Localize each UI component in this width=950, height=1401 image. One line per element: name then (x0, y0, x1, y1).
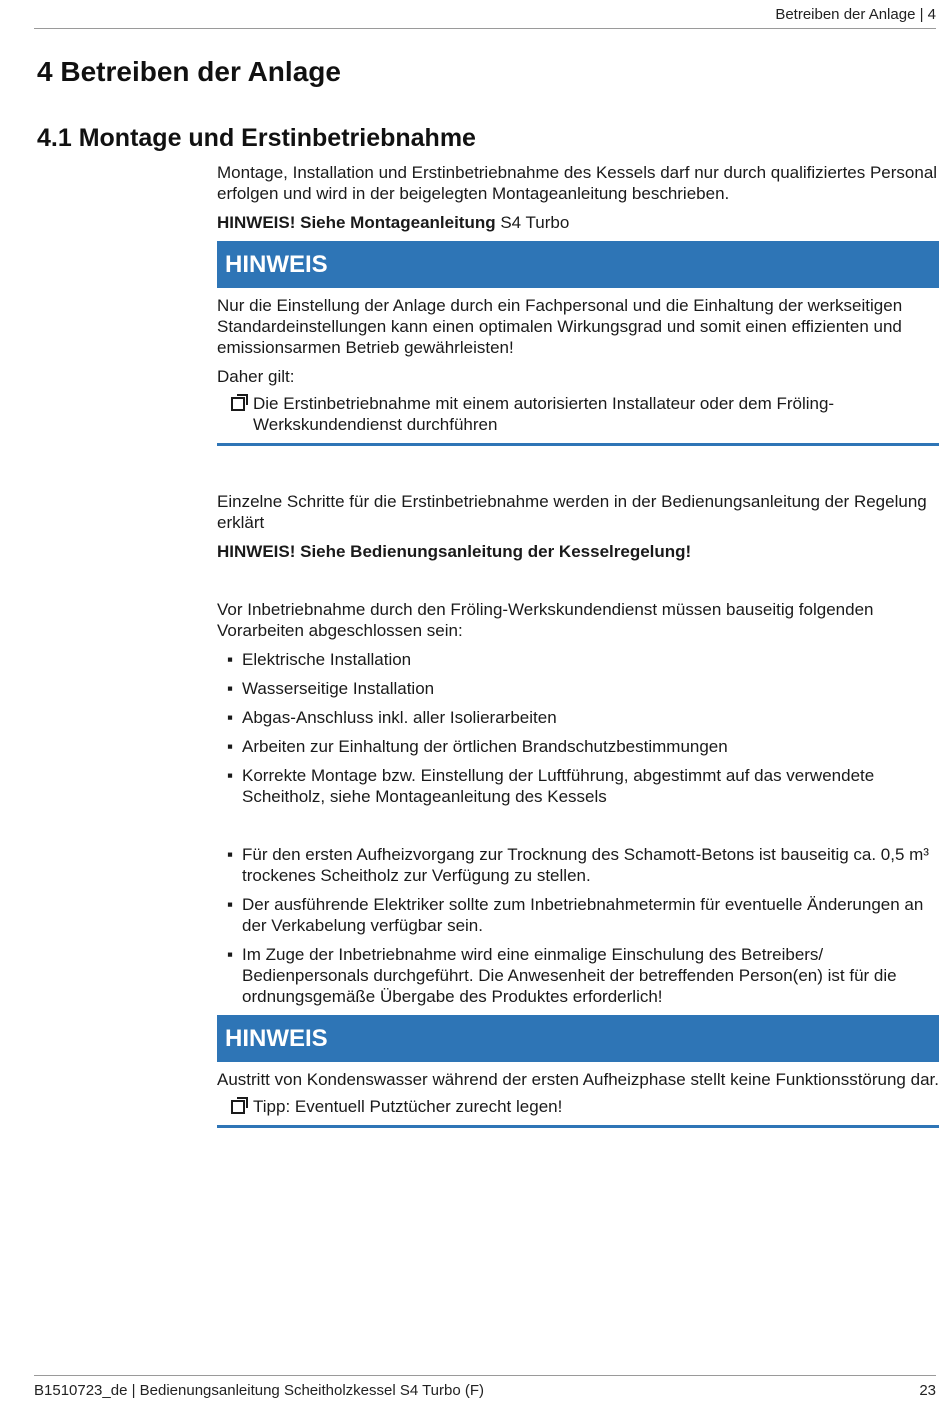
notice-check-text: Tipp: Eventuell Putztücher zurecht legen! (253, 1097, 563, 1116)
main-content (217, 162, 939, 1128)
notice-text: Nur die Einstellung der Anlage durch ein Fachpersonal und die Einhaltung der werkseitigen Standardeinstellungen kann einen optimalen Wirkungsgrad und somit einen effizienten und emissionsarmen Betrieb gewährleisten! (217, 296, 903, 357)
checkbox-icon (231, 1100, 245, 1114)
running-title: Betreiben der Anlage | 4 (775, 6, 936, 23)
prework-list (217, 649, 939, 807)
notice-check-text: Die Erstinbetriebnahme mit einem autorisierten Installateur oder dem Fröling-Werkskundendienst durchführen (253, 394, 835, 434)
list-item: ▪ Korrekte Montage bzw. Einstellung der Luftführung, abgestimmt auf das verwendete Scheitholz, siehe Montageanleitung des Kessels (217, 765, 939, 807)
checkbox-icon (231, 397, 245, 411)
hint-normal: S4 Turbo (495, 213, 570, 232)
hint-bold: HINWEIS! Siehe Montageanleitung (217, 213, 496, 232)
list-item: ▪ Wasserseitige Installation (217, 678, 939, 699)
square-bullet-icon: ▪ (227, 766, 234, 785)
notice-check-item (217, 393, 939, 435)
notice-heading: HINWEIS (217, 241, 939, 288)
footer-doc-title: B1510723_de | Bedienungsanleitung Scheitholzkessel S4 Turbo (F) (34, 1382, 485, 1399)
page-number: 23 (919, 1382, 936, 1399)
square-bullet-icon: ▪ (227, 945, 234, 964)
page-header (34, 6, 936, 29)
square-bullet-icon: ▪ (227, 845, 234, 864)
list-item: ▪ Arbeiten zur Einhaltung der örtlichen Brandschutzbestimmungen (217, 736, 939, 757)
notice-heading: HINWEIS (217, 1015, 939, 1062)
section-title: 4.1 Montage und Erstinbetriebnahme (37, 124, 476, 152)
chapter-title: 4 Betreiben der Anlage (37, 56, 341, 87)
notice-box-2 (217, 1015, 939, 1128)
square-bullet-icon: ▪ (227, 737, 234, 756)
prework-paragraph: Vor Inbetriebnahme durch den Fröling-Werkskundendienst müssen bauseitig folgenden Vorarbeiten abgeschlossen sein: (217, 600, 874, 640)
square-bullet-icon: ▪ (227, 679, 234, 698)
list-item: ▪ Im Zuge der Inbetriebnahme wird eine einmalige Einschulung des Betreibers/ Bedienpersonals durchgeführt. Die Anwesenheit der betreffenden Person(en) ist für die ordnungsgemäße Übergabe des Produktes erforderlich! (217, 944, 939, 1007)
notice-text: Austritt von Kondenswasser während der ersten Aufheizphase stellt keine Funktionsstörung dar. (217, 1070, 939, 1089)
list-item: ▪ Für den ersten Aufheizvorgang zur Trocknung des Schamott-Betons ist bauseitig ca. 0,5 m³ trockenes Scheitholz zur Verfügung zu stellen. (217, 844, 939, 886)
hint-montageanleitung (217, 212, 939, 233)
notice-lead: Daher gilt: (217, 367, 295, 386)
notice-check-item (217, 1096, 939, 1117)
notice-box-1 (217, 241, 939, 446)
extra-list (217, 844, 939, 1007)
hint-kesselregelung: HINWEIS! Siehe Bedienungsanleitung der Kesselregelung! (217, 542, 692, 561)
square-bullet-icon: ▪ (227, 895, 234, 914)
list-item: ▪ Abgas-Anschluss inkl. aller Isolierarbeiten (217, 707, 939, 728)
square-bullet-icon: ▪ (227, 708, 234, 727)
list-item: ▪ Der ausführende Elektriker sollte zum Inbetriebnahmetermin für eventuelle Änderungen an der Verkabelung verfügbar sein. (217, 894, 939, 936)
intro-paragraph: Montage, Installation und Erstinbetriebnahme des Kessels darf nur durch qualifiziertes Personal erfolgen und wird in der beigelegten Montageanleitung beschrieben. (217, 163, 938, 203)
page-footer (34, 1375, 936, 1399)
steps-paragraph: Einzelne Schritte für die Erstinbetriebnahme werden in der Bedienungsanleitung der Regelung erklärt (217, 492, 927, 532)
square-bullet-icon: ▪ (227, 650, 234, 669)
list-item: ▪ Elektrische Installation (217, 649, 939, 670)
